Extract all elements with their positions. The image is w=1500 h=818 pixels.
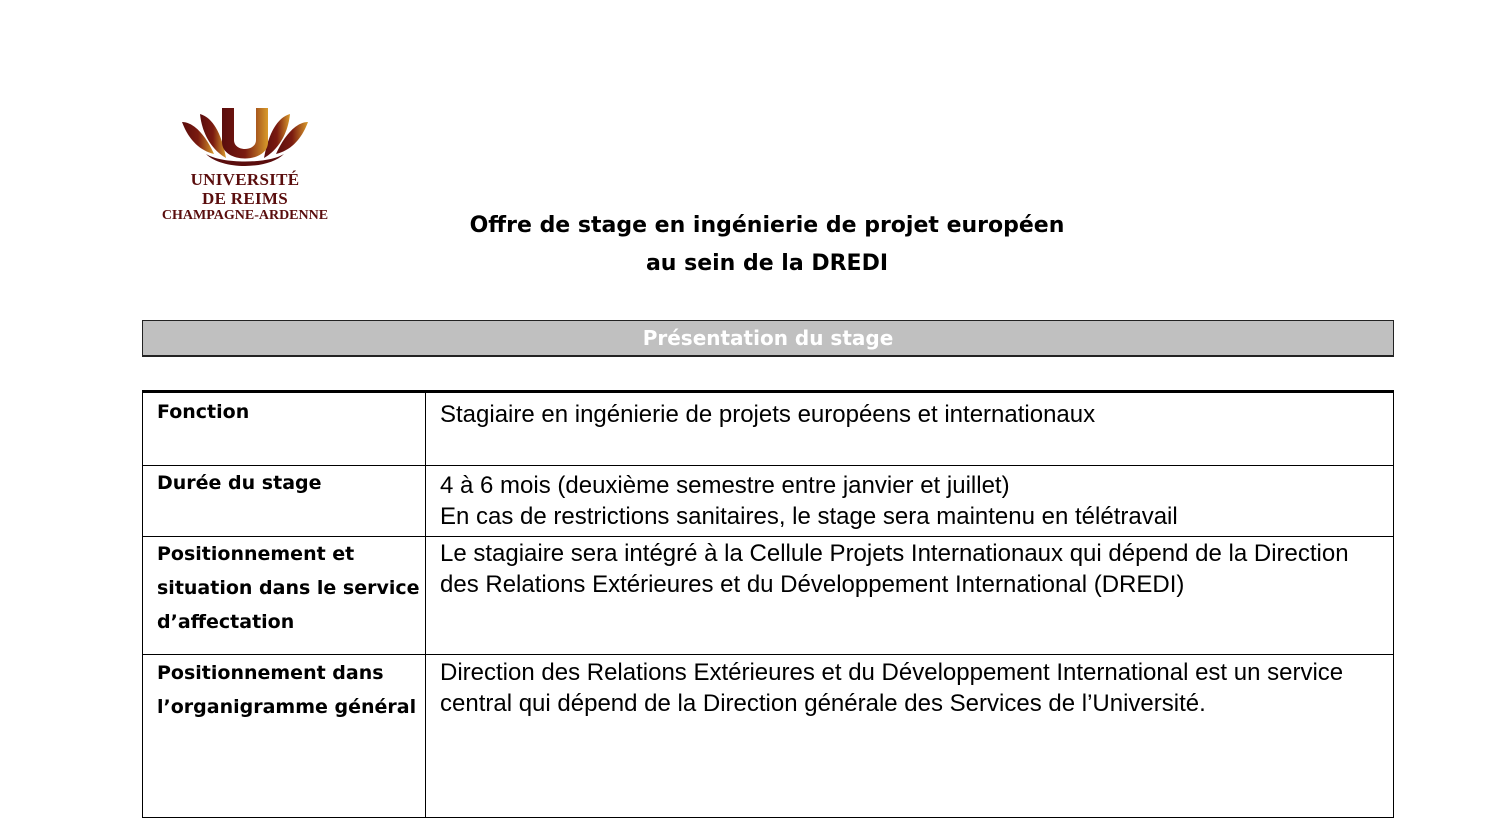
university-logo: [142, 106, 352, 230]
row-label: Positionnement dans l’organigramme général: [143, 655, 426, 818]
table-row: [143, 655, 1394, 818]
value-line: En cas de restrictions sanitaires, le stage sera maintenu en télétravail: [440, 503, 1178, 530]
logo-line-3: CHAMPAGNE-ARDENNE: [161, 208, 329, 223]
logo-line-1: UNIVERSITÉ: [190, 170, 300, 189]
section-heading: Présentation du stage: [142, 320, 1394, 357]
lotus-emblem-icon: [142, 106, 348, 170]
row-value: Le stagiaire sera intégré à la Cellule Projets Internationaux qui dépend de la Direction des Relations Extérieures et du Développement International (DREDI): [426, 537, 1394, 655]
value-line: Stagiaire en ingénierie de projets européens et internationaux: [440, 401, 1096, 428]
value-line: 4 à 6 mois (deuxième semestre entre janvier et juillet): [440, 472, 1010, 499]
internship-info-table: [142, 390, 1394, 818]
row-value: [426, 466, 1394, 537]
table-row: [143, 466, 1394, 537]
row-value: Direction des Relations Extérieures et du Développement International est un service central qui dépend de la Direction générale des Services de l’Université.: [426, 655, 1394, 818]
row-value: [426, 392, 1394, 466]
row-label: Durée du stage: [143, 466, 426, 537]
document-subtitle: au sein de la DREDI: [645, 251, 889, 276]
logo-line-2: DE REIMS: [202, 189, 288, 208]
table-row: [143, 537, 1394, 655]
table-row: [143, 392, 1394, 466]
row-label: Positionnement et situation dans le service d’affectation: [143, 537, 426, 655]
document-title: Offre de stage en ingénierie de projet européen: [469, 213, 1065, 238]
row-label: Fonction: [143, 392, 426, 466]
